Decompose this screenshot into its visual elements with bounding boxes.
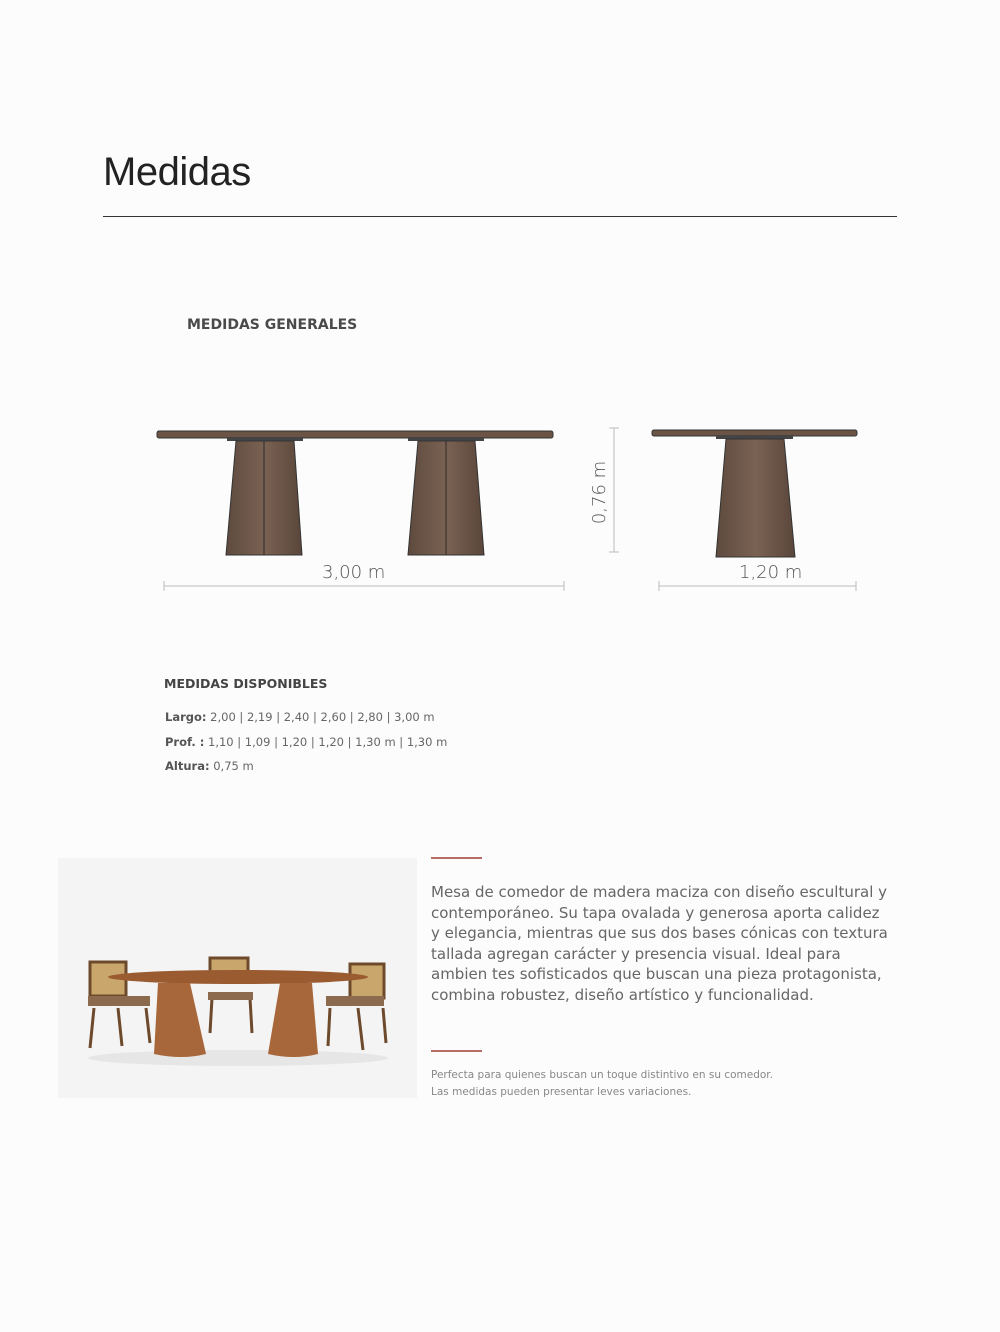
depth-dimension-label: 1,20 m: [739, 562, 803, 583]
length-dimension-label: 3,00 m: [322, 562, 386, 583]
available-measures-heading: MEDIDAS DISPONIBLES: [164, 676, 328, 691]
page-title: Medidas: [103, 150, 251, 194]
note-line: Las medidas pueden presentar leves variaciones.: [431, 1086, 692, 1098]
spec-row-height: [165, 759, 254, 773]
side-view-drawing: [652, 430, 857, 557]
spec-row-depth: [165, 735, 447, 749]
spec-label: Largo:: [165, 710, 207, 724]
spec-value: 1,10 | 1,09 | 1,20 | 1,20 | 1,30 m | 1,30 m: [208, 735, 448, 749]
spec-row-length: [165, 710, 435, 724]
general-measures-heading: MEDIDAS GENERALES: [187, 317, 358, 333]
table-dimension-drawings: [0, 0, 1000, 620]
spec-label: Altura:: [165, 759, 210, 773]
spec-value: 2,00 | 2,19 | 2,40 | 2,60 | 2,80 | 3,00 m: [210, 710, 435, 724]
height-dimension-label: 0,76 m: [589, 460, 611, 525]
accent-line: [431, 857, 482, 859]
spec-value: 0,75 m: [213, 759, 254, 773]
note-line: Perfecta para quienes buscan un toque distintivo en su comedor.: [431, 1069, 773, 1081]
spec-label: Prof. :: [165, 735, 205, 749]
product-description: Mesa de comedor de madera maciza con diseño escultural y contemporáneo. Su tapa ovalada y generosa aporta calidez y elegancia, mientras que sus dos bases cónicas con textura tallada agregan carácter y presencia visual. Ideal para ambien tes sofisticados que buscan una pieza protagonista, combina robustez, diseño artístico y funcionalidad.: [431, 883, 888, 1004]
accent-line: [431, 1050, 482, 1052]
front-view-drawing: [157, 431, 553, 555]
product-photo: [58, 858, 417, 1098]
